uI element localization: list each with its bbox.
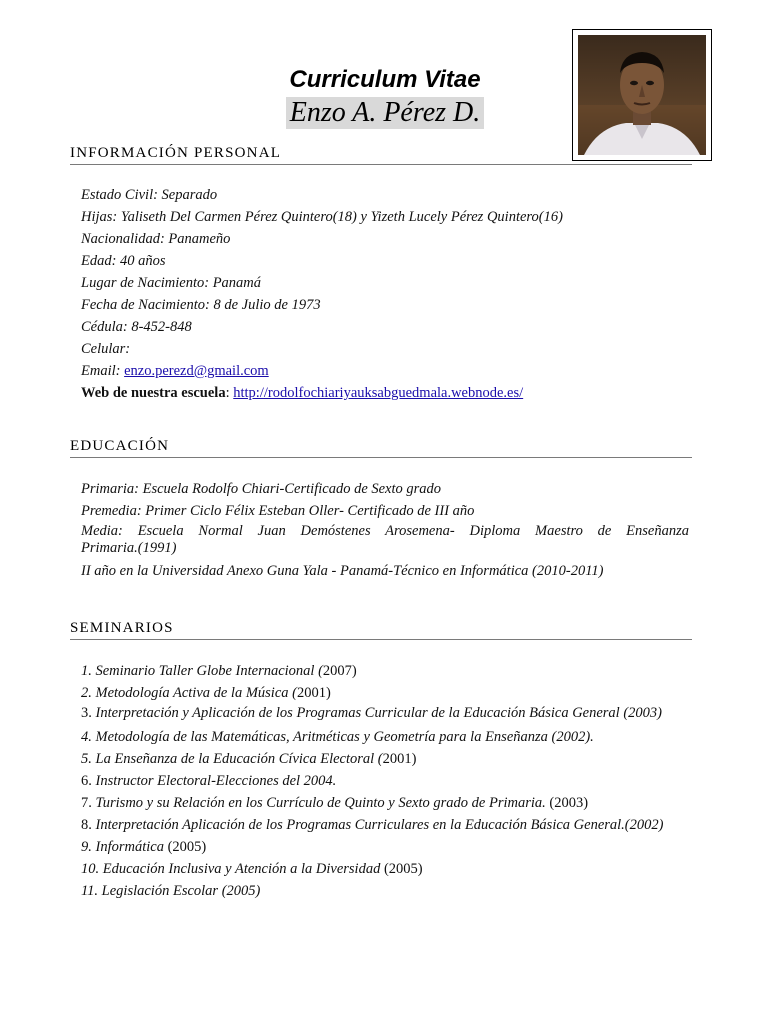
seminar-item <box>81 770 689 792</box>
section-heading-education: EDUCACIÓN <box>70 438 692 458</box>
seminar-year: 2007) <box>322 663 357 679</box>
cellphone: Celular: <box>81 341 131 357</box>
birthplace: Lugar de Nacimiento: Panamá <box>81 275 262 291</box>
seminar-number: 7. <box>81 795 96 811</box>
seminar-title: 11. Legislación Escolar (2005) <box>81 883 261 899</box>
seminar-year: (2005) <box>167 839 207 855</box>
seminar-number: 8. <box>81 817 96 833</box>
seminar-title: Instructor Electoral-Elecciones del 2004. <box>95 773 337 789</box>
seminar-item <box>81 726 689 748</box>
seminar-title: Interpretación y Aplicación de los Programas Curricular de la Educación Básica General (2003) <box>95 705 662 721</box>
seminar-number: 3. <box>81 705 96 721</box>
birthdate: Fecha de Nacimiento: 8 de Julio de 1973 <box>81 297 321 313</box>
education-item-premedia: Premedia: Primer Ciclo Félix Esteban Oller- Certificado de III año <box>81 503 475 519</box>
website-link[interactable]: http://rodolfochiariyauksabguedmala.webnode.es/ <box>233 385 524 401</box>
seminar-title: 5. La Enseñanza de la Educación Cívica Electoral ( <box>81 751 383 767</box>
seminar-item <box>81 880 689 902</box>
seminar-item <box>81 748 689 770</box>
email-label: Email: <box>81 363 125 379</box>
nationality: Nacionalidad: Panameño <box>81 231 231 247</box>
section-heading-personal: INFORMACIÓN PERSONAL <box>70 145 692 165</box>
seminar-number: 6. <box>81 773 96 789</box>
document-title: Curriculum Vitae <box>289 66 481 93</box>
seminar-item <box>81 858 689 880</box>
education-item-media: Media: Escuela Normal Juan Demóstenes Arosemena- Diploma Maestro de Enseñanza <box>81 523 689 539</box>
seminar-title: Turismo y su Relación en los Currículo de Quinto y Sexto grado de Primaria. <box>95 795 546 811</box>
seminar-item <box>81 792 689 814</box>
seminar-title: 9. Informática <box>81 839 168 855</box>
education-item-media-cont: Primaria.(1991) <box>81 540 177 556</box>
seminar-title: 1. Seminario Taller Globe Internacional ( <box>81 663 323 679</box>
seminar-title: 4. Metodología de las Matemáticas, Aritméticas y Geometría para la Enseñanza (2002). <box>81 729 594 745</box>
personal-info-list <box>81 184 689 404</box>
daughters: Hijas: Yaliseth Del Carmen Pérez Quintero(18) y Yizeth Lucely Pérez Quintero(16) <box>81 209 563 225</box>
seminar-year: 2001) <box>382 751 417 767</box>
age: Edad: 40 años <box>81 253 166 269</box>
profile-photo-frame <box>572 29 712 161</box>
email-link[interactable]: enzo.perezd@gmail.com <box>124 363 269 379</box>
seminar-title: 2. Metodología Activa de la Música ( <box>81 685 297 701</box>
email-row <box>81 360 689 382</box>
website-separator: : <box>225 385 234 401</box>
education-item-primary: Primaria: Escuela Rodolfo Chiari-Certificado de Sexto grado <box>81 481 442 497</box>
seminar-year: 2001) <box>296 685 331 701</box>
marital-status: Estado Civil: Separado <box>81 187 218 203</box>
seminar-item <box>81 682 689 704</box>
seminar-title: Interpretación Aplicación de los Programas Curriculares en la Educación Básica General.(2002) <box>95 817 664 833</box>
id-number: Cédula: 8-452-848 <box>81 319 192 335</box>
education-list <box>81 478 689 582</box>
website-label: Web de nuestra escuela <box>81 385 226 401</box>
website-row <box>81 382 689 404</box>
seminar-item <box>81 705 689 722</box>
seminar-year: (2005) <box>383 861 423 877</box>
person-name: Enzo A. Pérez D. <box>286 97 485 129</box>
seminar-year: (2003) <box>545 795 589 811</box>
seminar-item <box>81 660 689 682</box>
name-container <box>220 97 550 129</box>
seminar-item <box>81 836 689 858</box>
seminars-list <box>81 660 689 902</box>
seminar-item <box>81 814 689 836</box>
section-heading-seminars: SEMINARIOS <box>70 620 692 640</box>
seminar-title: 10. Educación Inclusiva y Atención a la Diversidad <box>81 861 384 877</box>
profile-photo <box>578 35 706 155</box>
education-item-university: II año en la Universidad Anexo Guna Yala - Panamá-Técnico en Informática (2010-2011) <box>81 563 604 579</box>
